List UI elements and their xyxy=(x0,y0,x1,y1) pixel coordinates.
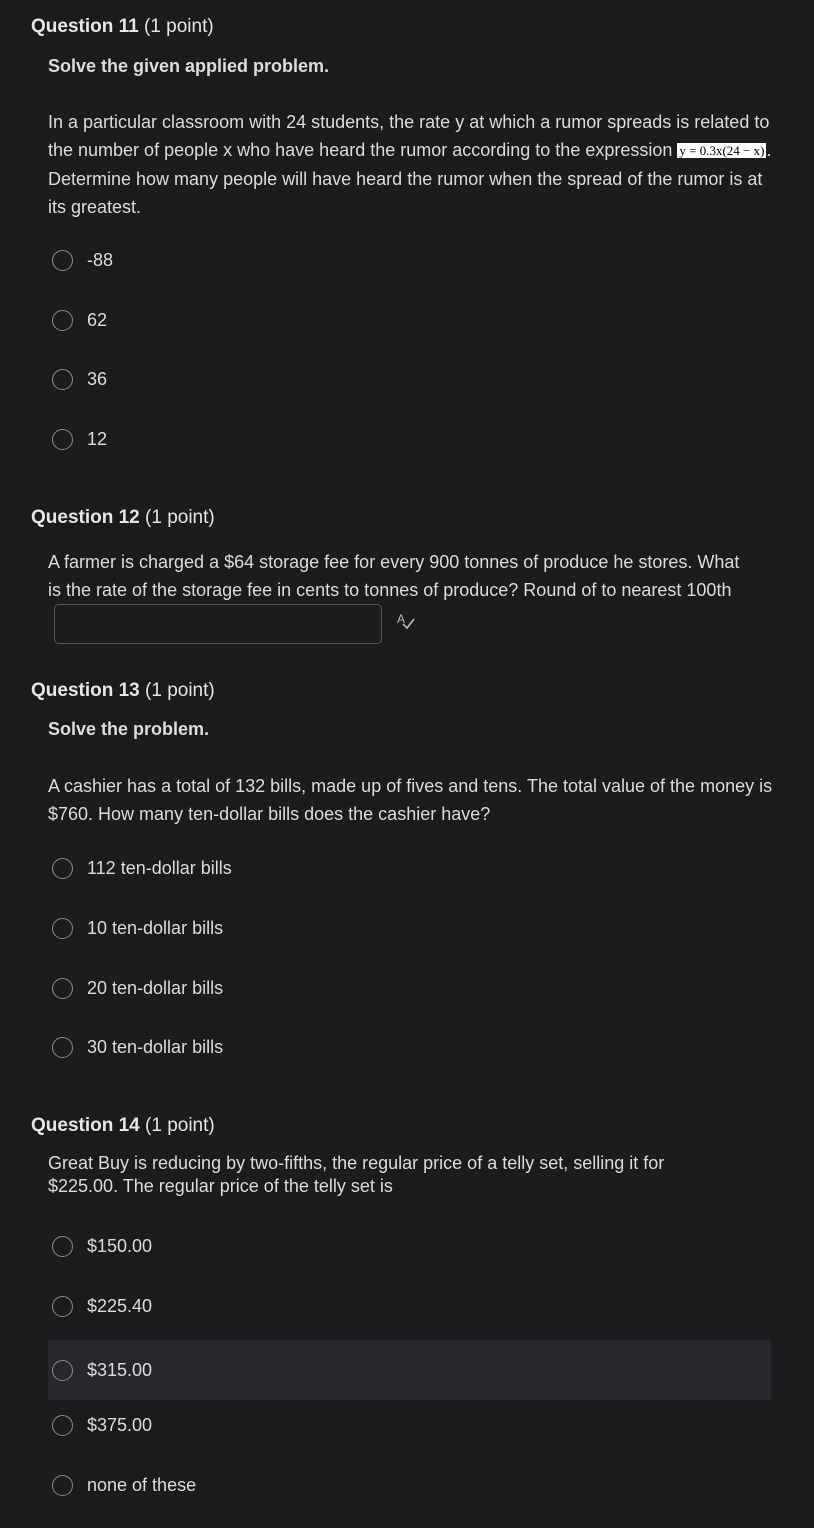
option-label: 62 xyxy=(87,309,108,330)
option-radio[interactable] xyxy=(48,1395,771,1455)
radio-icon[interactable] xyxy=(52,1236,73,1257)
question-number: Question 11 xyxy=(31,16,139,37)
radio-icon[interactable] xyxy=(52,429,73,450)
option-radio-hovered[interactable] xyxy=(48,1340,771,1400)
radio-icon[interactable] xyxy=(52,918,73,939)
question-number: Question 14 xyxy=(31,1115,140,1136)
spellcheck-icon[interactable] xyxy=(396,610,416,638)
text: . Determine how many people will have heard the rumor when the spread of the rumor is at its greatest. xyxy=(48,140,772,217)
question-points: (1 point) xyxy=(143,16,214,37)
question-points: (1 point) xyxy=(145,507,215,528)
option-label: 36 xyxy=(87,368,108,389)
option-label: 12 xyxy=(87,428,108,449)
question-12-title xyxy=(31,507,215,529)
option-radio[interactable] xyxy=(48,290,771,350)
option-radio[interactable] xyxy=(48,1017,771,1077)
radio-icon[interactable] xyxy=(52,1037,73,1058)
option-label: none of these xyxy=(87,1474,197,1495)
radio-icon[interactable] xyxy=(52,978,73,999)
radio-icon[interactable] xyxy=(52,1296,73,1317)
option-radio[interactable] xyxy=(48,230,771,290)
radio-icon[interactable] xyxy=(52,1360,73,1381)
radio-icon[interactable] xyxy=(52,1415,73,1436)
option-radio[interactable] xyxy=(48,1455,771,1515)
question-11-instruction: Solve the given applied problem. xyxy=(48,56,330,76)
question-12-text xyxy=(48,548,748,644)
math-expression: y = 0.3x(24 − x) xyxy=(679,143,765,158)
question-points: (1 point) xyxy=(145,1115,215,1136)
option-radio[interactable] xyxy=(48,958,771,1018)
question-14-title xyxy=(31,1115,215,1137)
option-label: 20 ten-dollar bills xyxy=(87,977,224,998)
question-points: (1 point) xyxy=(145,680,215,701)
question-13-text: A cashier has a total of 132 bills, made up of fives and tens. The total value of the money is $760. How many ten-dollar bills does the cashier have? xyxy=(48,776,773,824)
option-label: $225.40 xyxy=(87,1295,153,1316)
text: A farmer is charged a $64 storage fee for every 900 tonnes of produce he stores. What is the rate of the storage fee in cents to tonnes of produce? Round of to nearest 100th xyxy=(48,552,740,600)
option-label: $150.00 xyxy=(87,1235,153,1256)
question-13-title xyxy=(31,680,215,702)
option-label: $375.00 xyxy=(87,1414,153,1435)
option-radio[interactable] xyxy=(48,838,771,898)
option-label: 30 ten-dollar bills xyxy=(87,1036,224,1057)
question-14-text: Great Buy is reducing by two-fifths, the regular price of a telly set, selling it for $225.00. The regular price of the telly set is xyxy=(48,1153,665,1196)
option-label: $315.00 xyxy=(87,1359,153,1380)
radio-icon[interactable] xyxy=(52,858,73,879)
option-label: 10 ten-dollar bills xyxy=(87,917,224,938)
option-radio[interactable] xyxy=(48,1276,771,1336)
option-radio[interactable] xyxy=(48,1216,771,1276)
radio-icon[interactable] xyxy=(52,310,73,331)
radio-icon[interactable] xyxy=(52,1475,73,1496)
question-11-text xyxy=(48,108,778,221)
question-13-instruction: Solve the problem. xyxy=(48,719,210,739)
option-label: 112 ten-dollar bills xyxy=(87,857,232,878)
option-radio[interactable] xyxy=(48,409,771,469)
option-label: -88 xyxy=(87,249,114,270)
answer-input[interactable] xyxy=(54,604,382,644)
option-radio[interactable] xyxy=(48,898,771,958)
radio-icon[interactable] xyxy=(52,369,73,390)
radio-icon[interactable] xyxy=(52,250,73,271)
question-number: Question 12 xyxy=(31,507,140,528)
question-11-title xyxy=(31,16,214,38)
svg-text:A: A xyxy=(397,612,406,626)
question-number: Question 13 xyxy=(31,680,140,701)
option-radio[interactable] xyxy=(48,349,771,409)
text: In a particular classroom with 24 students, the rate y at which a rumor spreads is related to the number of people x who have heard the rumor according to the expression xyxy=(48,112,770,160)
